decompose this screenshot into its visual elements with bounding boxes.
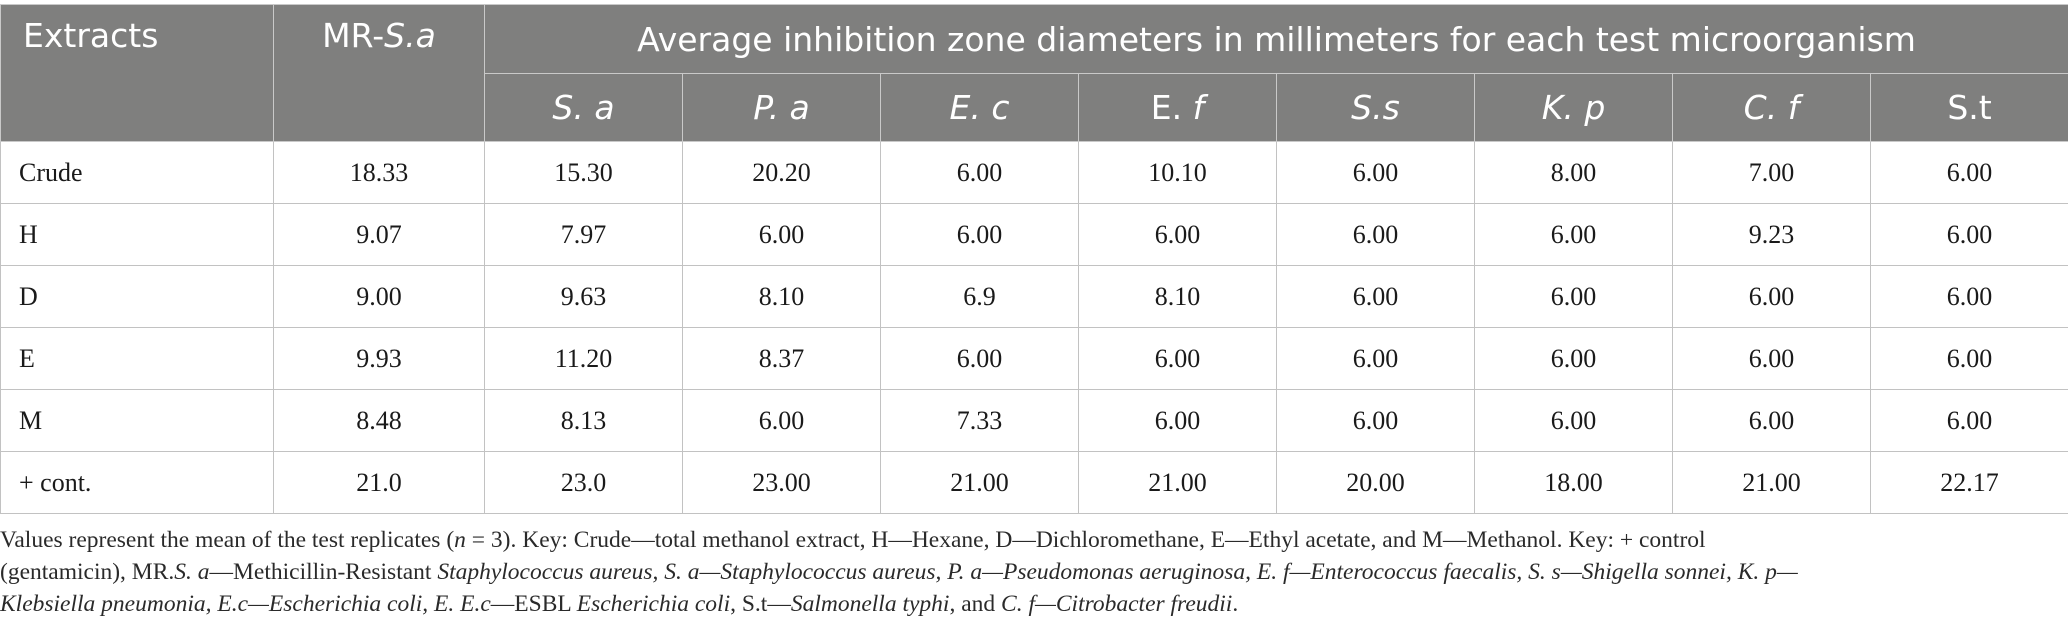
footnote-segment: Values represent the mean of the test replicates (: [0, 527, 455, 553]
organism-prefix: E.: [1150, 88, 1193, 127]
table-cell: 6.00: [1871, 266, 2068, 328]
group-header-title: Average inhibition zone diameters in millimeters for each test microorganism: [485, 5, 2068, 74]
table-cell: 7.00: [1673, 142, 1871, 204]
organism-italic: E. c: [949, 88, 1010, 127]
table-cell: 6.00: [1277, 390, 1475, 452]
table-cell: 9.93: [274, 328, 485, 390]
table-cell: 15.30: [485, 142, 683, 204]
table-cell: 8.10: [683, 266, 881, 328]
footnote-segment: —Methicillin-Resistant: [209, 559, 438, 585]
table-cell: 6.00: [881, 328, 1079, 390]
header-row-1: [1, 5, 2068, 74]
row-label: + cont.: [1, 452, 274, 514]
table-body: [1, 142, 2068, 514]
table-row: [1, 328, 2068, 390]
footnote-segment: C. f—Citrobacter freudii: [1001, 591, 1233, 617]
table-cell: 6.00: [1871, 204, 2068, 266]
column-header-organism: [1475, 74, 1673, 142]
table-cell: 9.00: [274, 266, 485, 328]
table-cell: 7.33: [881, 390, 1079, 452]
footnote-segment: , and: [949, 591, 1002, 617]
table-cell: 6.00: [1871, 142, 2068, 204]
column-header-organism: [1673, 74, 1871, 142]
row-label: H: [1, 204, 274, 266]
footnote-segment: Klebsiella pneumonia, E.c—Escherichia coli, E. E.c: [0, 591, 491, 617]
table-footnote: [0, 524, 2050, 620]
table-cell: 6.00: [1277, 328, 1475, 390]
table-cell: 11.20: [485, 328, 683, 390]
table-cell: 6.00: [1277, 266, 1475, 328]
organism-italic: P. a: [753, 88, 810, 127]
table-cell: 9.23: [1673, 204, 1871, 266]
organism-prefix: S.t: [1947, 88, 1992, 127]
table-cell: 8.13: [485, 390, 683, 452]
footnote-segment: Salmonella typhi: [790, 591, 950, 617]
table-row: [1, 142, 2068, 204]
footnote-segment: , S.t—: [730, 591, 791, 617]
inhibition-zone-table: [0, 4, 2068, 514]
organism-italic: K. p: [1541, 88, 1606, 127]
table-cell: 9.63: [485, 266, 683, 328]
table-cell: 20.00: [1277, 452, 1475, 514]
table-cell: 6.00: [1475, 266, 1673, 328]
footnote-line-3: [0, 588, 2050, 620]
row-label: D: [1, 266, 274, 328]
column-header-mrsa: [274, 5, 485, 142]
organism-italic: C. f: [1743, 88, 1800, 127]
table-row: [1, 390, 2068, 452]
table-cell: 6.00: [1475, 328, 1673, 390]
table-cell: 6.00: [1871, 328, 2068, 390]
footnote-segment: .: [1232, 591, 1239, 617]
table-cell: 21.0: [274, 452, 485, 514]
organism-italic: S. a: [552, 88, 615, 127]
footnote-segment: (gentamicin), MR.: [0, 559, 175, 585]
table-cell: 6.00: [683, 204, 881, 266]
footnote-line-2: [0, 556, 2050, 588]
table-cell: 8.10: [1079, 266, 1277, 328]
table-row: [1, 452, 2068, 514]
table-cell: 18.00: [1475, 452, 1673, 514]
table-cell: 21.00: [881, 452, 1079, 514]
table-cell: 22.17: [1871, 452, 2068, 514]
column-header-organism: [485, 74, 683, 142]
table-cell: 6.00: [1673, 390, 1871, 452]
table-cell: 6.9: [881, 266, 1079, 328]
table-cell: 6.00: [1673, 266, 1871, 328]
table-cell: 18.33: [274, 142, 485, 204]
column-header-organism: [1871, 74, 2068, 142]
row-label: E: [1, 328, 274, 390]
footnote-line-1: [0, 524, 2050, 556]
table-cell: 9.07: [274, 204, 485, 266]
column-header-organism: [1277, 74, 1475, 142]
table-cell: 6.00: [1475, 390, 1673, 452]
table-cell: 6.00: [881, 204, 1079, 266]
column-header-organism: [881, 74, 1079, 142]
table-cell: 21.00: [1673, 452, 1871, 514]
column-header-organism: [1079, 74, 1277, 142]
table-cell: 8.48: [274, 390, 485, 452]
table-cell: 6.00: [1871, 390, 2068, 452]
table-cell: 6.00: [1277, 204, 1475, 266]
footnote-segment: n: [454, 527, 466, 553]
table-cell: 6.00: [1079, 204, 1277, 266]
table-cell: 6.00: [683, 390, 881, 452]
column-header-organism: [683, 74, 881, 142]
table-cell: 6.00: [1079, 390, 1277, 452]
table-cell: 8.00: [1475, 142, 1673, 204]
table-cell: 6.00: [1079, 328, 1277, 390]
table-cell: 8.37: [683, 328, 881, 390]
footnote-segment: —ESBL: [490, 591, 577, 617]
table-cell: 7.97: [485, 204, 683, 266]
column-header-extracts: Extracts: [1, 5, 274, 142]
mrsa-italic: S.a: [384, 16, 436, 55]
table-cell: 6.00: [881, 142, 1079, 204]
footnote-segment: S. a: [174, 559, 210, 585]
table-cell: 6.00: [1673, 328, 1871, 390]
footnote-segment: Staphylococcus aureus, S. a—Staphylococcus aureus, P. a—Pseudomonas aeruginosa, E. f—Enterococcus faecalis, S. s—Shigella sonnei, K. p—: [437, 559, 1798, 585]
mrsa-prefix: MR-: [322, 16, 385, 55]
table-cell: 6.00: [1475, 204, 1673, 266]
table-cell: 23.00: [683, 452, 881, 514]
footnote-segment: = 3). Key: Crude—total methanol extract, H—Hexane, D—Dichloromethane, E—Ethyl acetate, and M—Methanol. Key: + control: [465, 527, 1706, 553]
table-cell: 23.0: [485, 452, 683, 514]
table-row: [1, 266, 2068, 328]
table-cell: 21.00: [1079, 452, 1277, 514]
table-cell: 10.10: [1079, 142, 1277, 204]
table-cell: 20.20: [683, 142, 881, 204]
table-row: [1, 204, 2068, 266]
footnote-segment: Escherichia coli: [576, 591, 731, 617]
row-label: Crude: [1, 142, 274, 204]
organism-italic: f: [1192, 88, 1205, 127]
row-label: M: [1, 390, 274, 452]
table-cell: 6.00: [1277, 142, 1475, 204]
organism-italic: S.s: [1351, 88, 1400, 127]
